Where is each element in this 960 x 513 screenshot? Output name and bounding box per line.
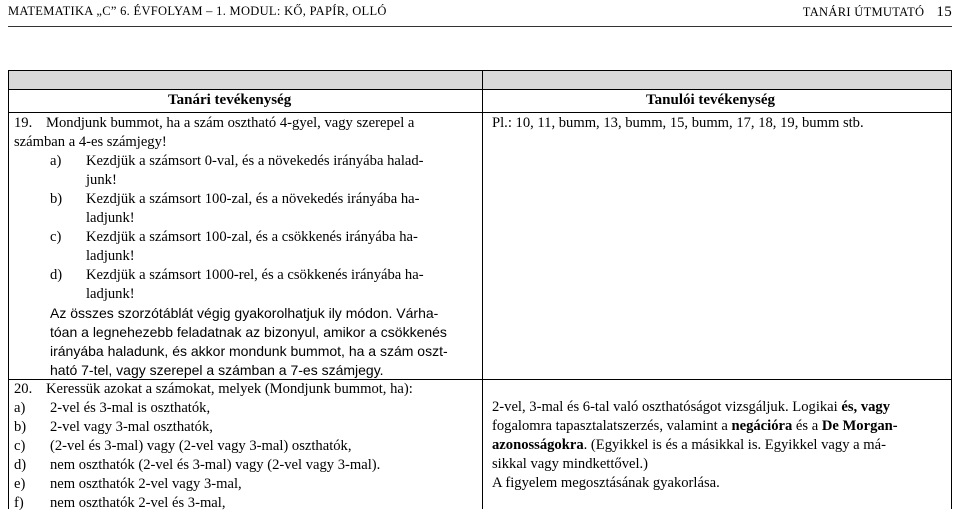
header-right bbox=[803, 4, 952, 21]
student-line-4: sikkal vagy mindkettővel.) bbox=[492, 456, 649, 472]
row-19-note bbox=[14, 304, 478, 380]
row-20-item-f bbox=[14, 494, 478, 513]
item-text: 2-vel vagy 3-mal oszthatók, bbox=[50, 419, 213, 435]
student-column-title: Tanulói tevékenység bbox=[646, 92, 776, 108]
item-label: f) bbox=[14, 495, 24, 511]
item-label: b) bbox=[50, 191, 63, 207]
item-label: b) bbox=[14, 419, 27, 435]
row-19-intro bbox=[14, 114, 478, 133]
note-line: irányába haladunk, és akkor mondunk bummot, ha a szám oszt- bbox=[50, 343, 448, 359]
item-text: Kezdjük a számsort 1000-rel, és a csökkenés irányába ha- bbox=[86, 267, 424, 283]
page-number: 15 bbox=[936, 4, 952, 20]
item-label: c) bbox=[50, 229, 62, 245]
note-line: tóan a legnehezebb feladatnak az bizonyul, amikor a csökkenés bbox=[50, 324, 447, 340]
row-20-number: 20. bbox=[14, 381, 33, 397]
row-19-item-c bbox=[14, 228, 478, 266]
table-right-border bbox=[951, 70, 952, 509]
header-title: MATEMATIKA „C” 6. ÉVFOLYAM – 1. MODUL: KŐ, PAPÍR, OLLÓ bbox=[8, 4, 387, 18]
row-20-student bbox=[492, 398, 946, 493]
student-line-1 bbox=[492, 398, 946, 417]
note-line: ható 7-tel, vagy szerepel a számban a 7-es számjegy. bbox=[50, 362, 384, 378]
row-19-intro-line1: Mondjunk bummot, ha a szám osztható 4-gyel, vagy szerepel a bbox=[46, 115, 415, 131]
header-row-rule bbox=[8, 112, 952, 113]
row-19-intro-line2: számban a 4-es számjegy! bbox=[14, 134, 167, 150]
item-label: a) bbox=[14, 400, 26, 416]
row-19-number: 19. bbox=[14, 115, 33, 131]
row-19-item-b bbox=[14, 190, 478, 228]
text: és a bbox=[792, 418, 822, 434]
table-top-bar bbox=[8, 70, 952, 90]
row-20-item-c bbox=[14, 437, 478, 456]
item-text: nem oszthatók (2-vel és 3-mal) vagy (2-vel vagy 3-mal). bbox=[50, 457, 381, 473]
item-text: nem oszthatók 2-vel és 3-mal, bbox=[50, 495, 226, 511]
item-label: d) bbox=[50, 267, 63, 283]
item-text: Kezdjük a számsort 100-zal, és a növekedés irányába ha- bbox=[86, 191, 420, 207]
item-text-cont: junk! bbox=[86, 172, 117, 188]
header-guide-label: TANÁRI ÚTMUTATÓ bbox=[802, 5, 925, 19]
bold-term: azonosságokra bbox=[492, 437, 584, 453]
row-19-teacher bbox=[14, 114, 478, 380]
student-line-3 bbox=[492, 436, 946, 455]
item-text: Kezdjük a számsort 100-zal, és a csökkenés irányába ha- bbox=[86, 229, 418, 245]
row-20-teacher bbox=[14, 380, 478, 513]
row-20-item-d bbox=[14, 456, 478, 475]
bold-term: negációra bbox=[731, 418, 793, 434]
item-text: (2-vel és 3-mal) vagy (2-vel vagy 3-mal) oszthatók, bbox=[50, 438, 352, 454]
header-rule bbox=[8, 26, 952, 27]
item-text-cont: ladjunk! bbox=[86, 286, 135, 302]
item-text: nem oszthatók 2-vel vagy 3-mal, bbox=[50, 476, 242, 492]
teacher-column-title: Tanári tevékenység bbox=[168, 92, 292, 108]
row-20-item-a bbox=[14, 399, 478, 418]
item-label: c) bbox=[14, 438, 26, 454]
student-line-2 bbox=[492, 417, 946, 436]
row-20-item-b bbox=[14, 418, 478, 437]
text: fogalomra tapasztalatszerzés, valamint a bbox=[492, 418, 732, 434]
text: 2-vel, 3-mal és 6-tal való oszthatóságot vizsgáljuk. Logikai bbox=[492, 399, 842, 415]
item-text: Kezdjük a számsort 0-val, és a növekedés irányába halad- bbox=[86, 153, 424, 169]
text: . (Egyikkel is és a másikkal is. Egyikkel vagy a má- bbox=[583, 437, 886, 453]
item-label: a) bbox=[50, 153, 62, 169]
item-text-cont: ladjunk! bbox=[86, 210, 135, 226]
student-line-5: A figyelem megosztásának gyakorlása. bbox=[492, 475, 720, 491]
item-text: 2-vel és 3-mal is oszthatók, bbox=[50, 400, 211, 416]
item-label: e) bbox=[14, 476, 26, 492]
column-divider bbox=[482, 70, 483, 509]
table-left-border bbox=[8, 70, 9, 509]
note-line: Az összes szorzótáblát végig gyakorolhatjuk ily módon. Várha- bbox=[50, 305, 439, 321]
page-header bbox=[8, 4, 952, 24]
bold-term: De Morgan- bbox=[821, 418, 898, 434]
row-20-intro-text: Keressük azokat a számokat, melyek (Mondjunk bummot, ha): bbox=[46, 381, 413, 397]
row-20-intro bbox=[14, 380, 478, 399]
activity-table bbox=[8, 70, 952, 509]
item-text-cont: ladjunk! bbox=[86, 248, 135, 264]
row-20-item-e bbox=[14, 475, 478, 494]
item-label: d) bbox=[14, 457, 27, 473]
row-19-student: Pl.: 10, 11, bumm, 13, bumm, 15, bumm, 17, 18, 19, bumm stb. bbox=[492, 115, 864, 131]
row-19-item-d bbox=[14, 266, 478, 304]
row-19-item-a bbox=[14, 152, 478, 190]
bold-term: és, vagy bbox=[841, 399, 891, 415]
